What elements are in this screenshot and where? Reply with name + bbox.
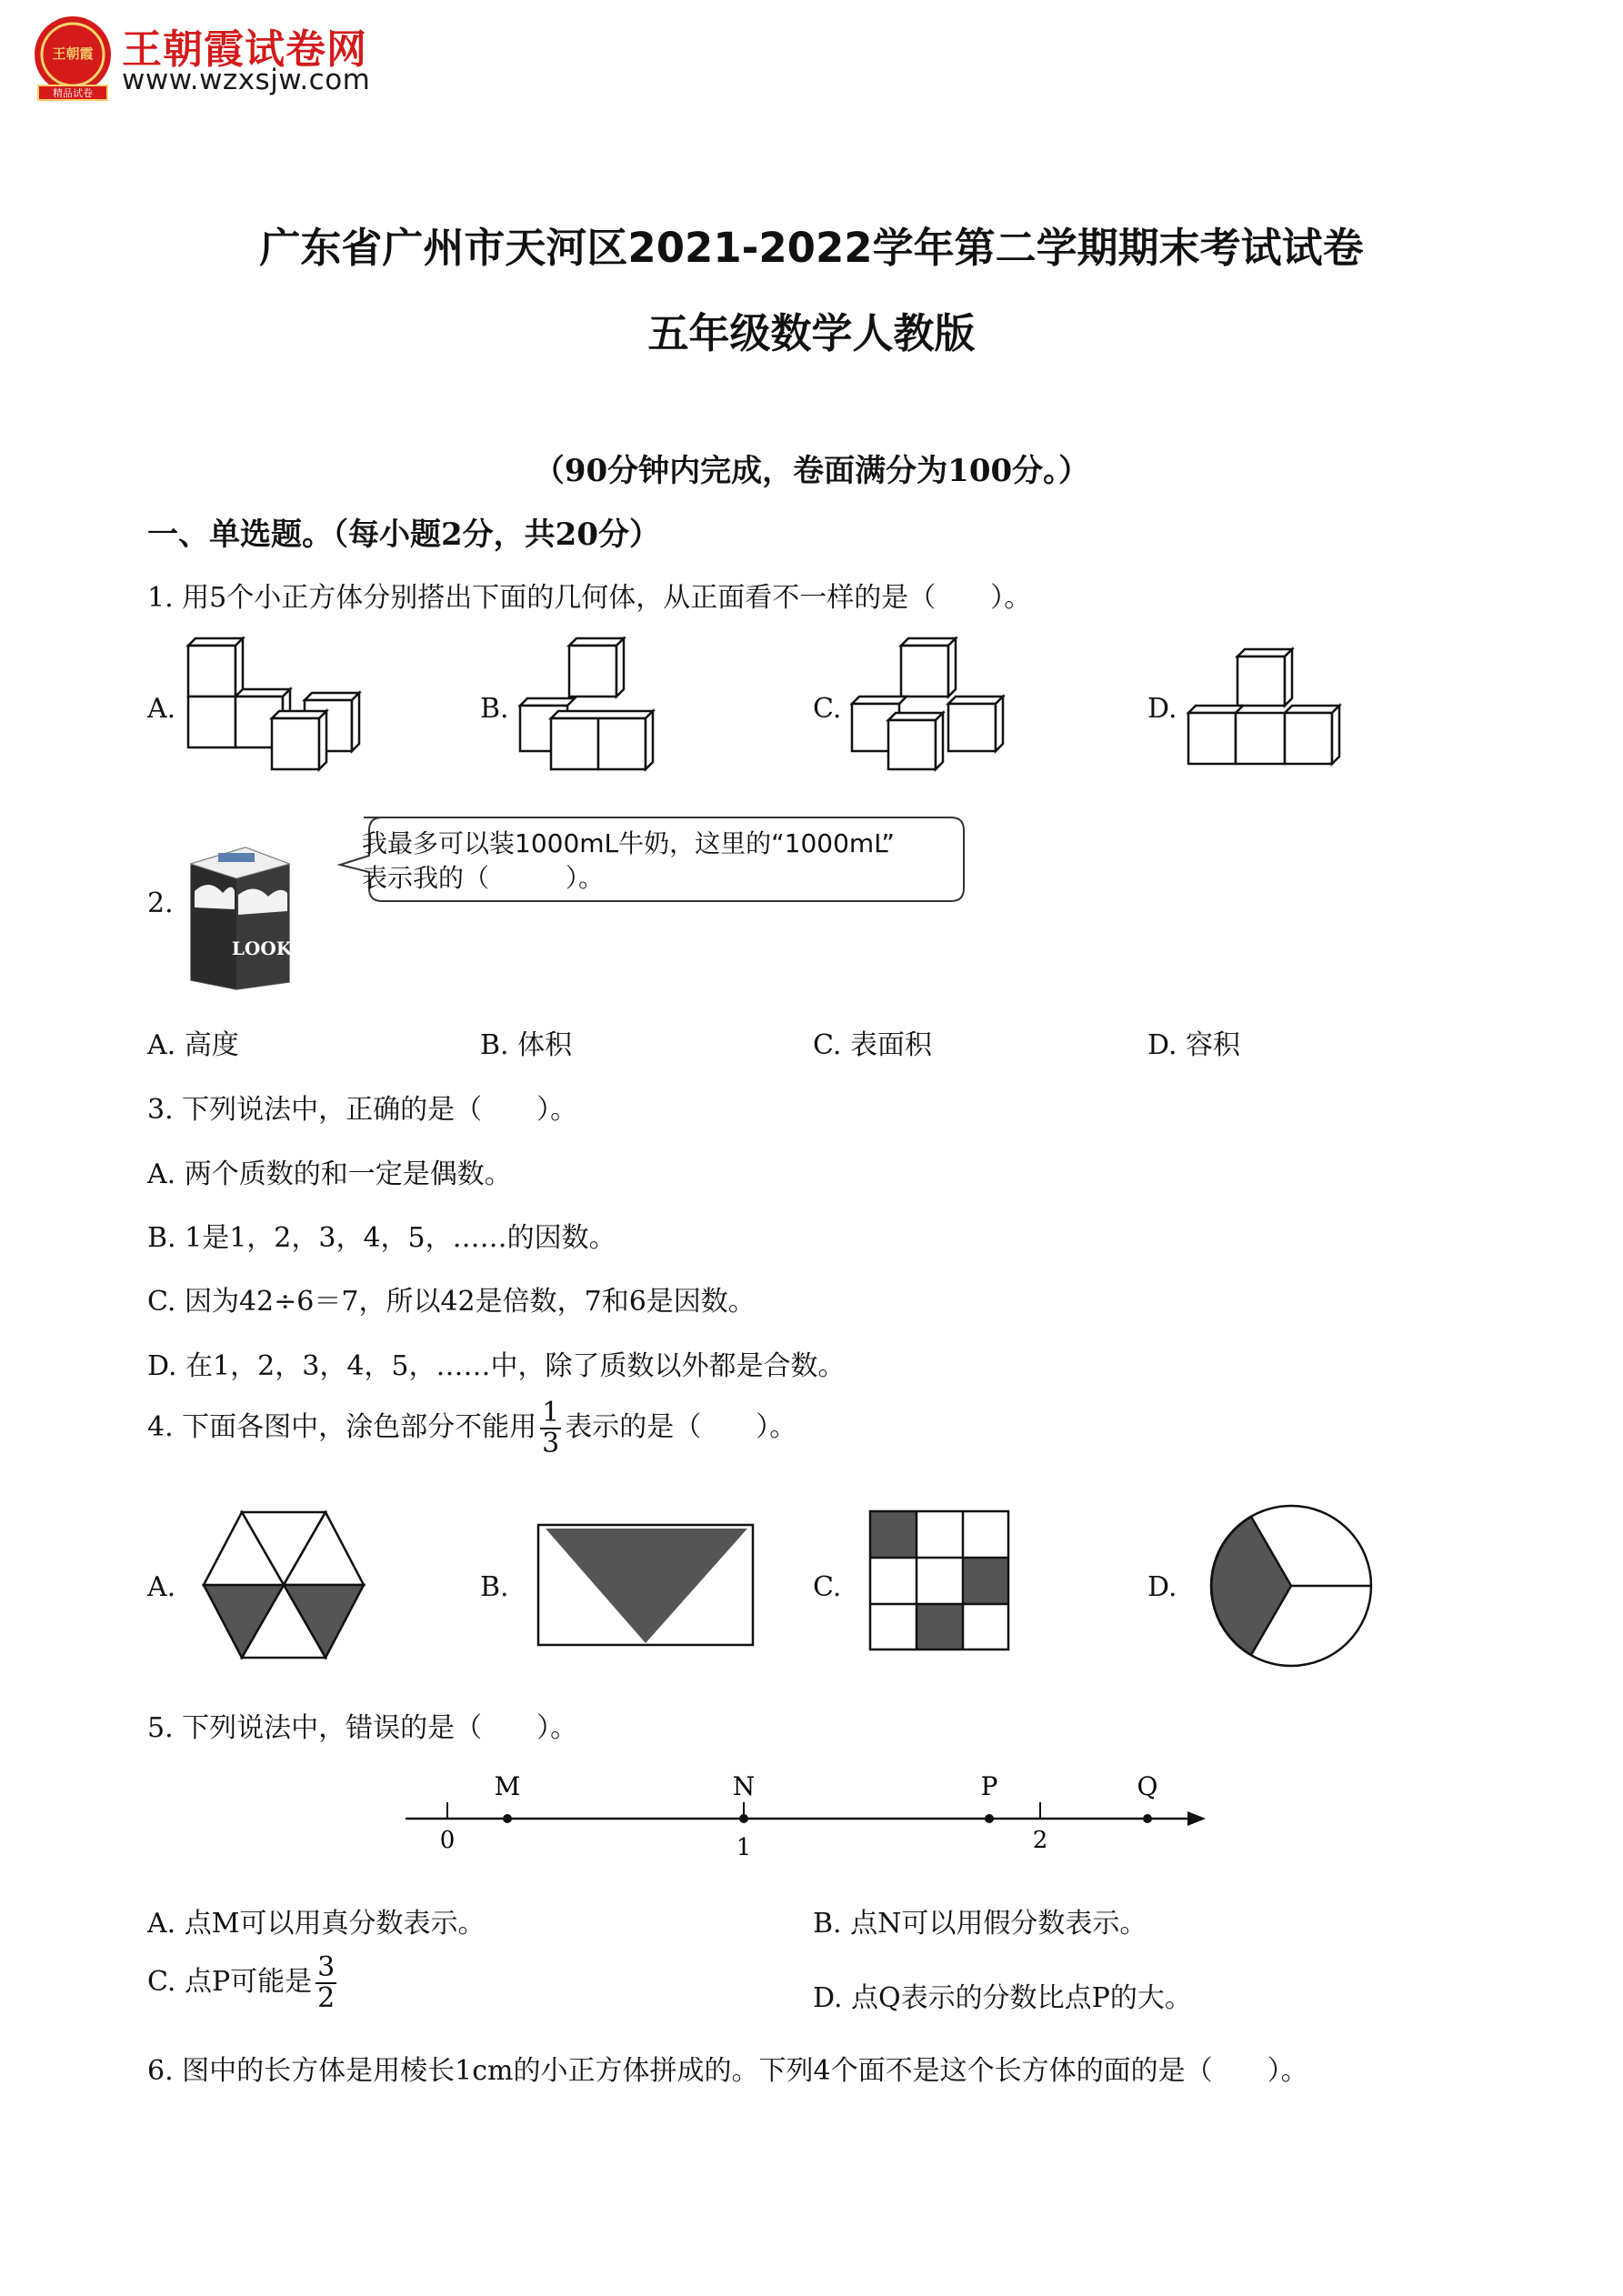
milk-carton-image [182,827,309,991]
q3-option-a: A. 两个质数的和一定是偶数。 [147,1158,512,1190]
q4-figure-a-hexagon [202,1509,366,1660]
q4-frac-num: 1 [542,1397,560,1429]
question-5: 5. 下列说法中，错误的是（ ）。 [147,1712,578,1744]
point-p-label: P [980,1771,998,1801]
q1-figure-c [850,637,1032,782]
q4-frac-den: 3 [542,1428,560,1459]
q4-figure-b-rectangle [536,1523,755,1647]
q5-option-c-fraction [316,1953,336,2013]
q3-option-c: C. 因为42÷6＝7，所以42是倍数，7和6是因数。 [147,1286,756,1318]
question-4 [147,1399,796,1459]
exam-note: （90分钟内完成，卷面满分为100分。） [533,453,1090,489]
q1-figure-b [518,637,700,782]
q4-figure-d-circle [1207,1502,1375,1669]
q1-option-b-label: B. [480,693,509,725]
q4-option-b-label: B. [480,1571,509,1603]
question-3: 3. 下列说法中，正确的是（ ）。 [147,1094,578,1126]
q2-option-c: C. 表面积 [813,1029,932,1061]
q4-option-a-label: A. [147,1571,176,1603]
q5-option-d: D. 点Q表示的分数比点P的大。 [813,1982,1192,2014]
q5-frac-den: 2 [317,1982,336,2014]
logo-url: www.wzxsjw.com [122,64,371,96]
q4-figure-c-grid [868,1509,1010,1651]
logo-title: 王朝霞试卷网 [122,26,367,73]
q1-option-d-label: D. [1147,693,1177,725]
q1-figure-d [1187,646,1368,782]
question-1: 1. 用5个小正方体分别搭出下面的几何体，从正面看不一样的是（ ）。 [147,582,1032,614]
q1-figure-a [186,637,368,782]
point-n-label: N [732,1771,756,1801]
q4-prefix: 4. 下面各图中，涂色部分不能用 [147,1411,537,1443]
tick-label-2: 2 [1032,1827,1048,1854]
q5-option-a: A. 点M可以用真分数表示。 [147,1908,486,1940]
point-q-label: Q [1137,1771,1158,1801]
q4-option-c-label: C. [813,1571,842,1603]
section-heading: 一、单选题。（每小题2分，共20分） [147,516,660,553]
bubble-line-1: 我最多可以装1000mL牛奶，这里的“1000mL” [362,828,895,858]
site-logo [27,13,409,104]
q4-suffix: 表示的是（ ）。 [565,1411,797,1443]
page-title: 广东省广州市天河区2021-2022学年第二学期期末考试试卷 [259,224,1364,272]
tick-label-1: 1 [736,1834,752,1861]
q3-option-d: D. 在1，2，3，4，5，……中，除了质数以外都是合数。 [147,1350,846,1382]
q1-option-a-label: A. [147,693,176,725]
number-line [400,1764,1218,1864]
carton-label: LOOK [231,937,293,959]
bubble-line-2: 表示我的（ ）。 [362,863,605,893]
q4-option-d-label: D. [1147,1571,1177,1603]
q2-option-b: B. 体积 [480,1029,573,1061]
seal-ribbon: 精品试卷 [53,87,93,99]
q5-frac-num: 3 [317,1951,336,1983]
q1-option-c-label: C. [813,693,842,725]
point-m-label: M [494,1771,521,1801]
q5-option-c [147,1953,340,2013]
q5-option-c-text: C. 点P可能是 [147,1966,313,1998]
q4-fraction [540,1399,561,1459]
question-2-number: 2. [147,887,174,919]
question-6: 6. 图中的长方体是用棱长1cm的小正方体拼成的。下列4个面不是这个长方体的面的是（ ）。 [147,2055,1308,2087]
q5-option-b: B. 点N可以用假分数表示。 [813,1908,1147,1940]
page-subtitle: 五年级数学人教版 [647,309,976,357]
q2-option-d: D. 容积 [1147,1029,1241,1061]
seal-text: 王朝霞 [52,45,94,62]
tick-label-0: 0 [439,1827,456,1854]
q3-option-b: B. 1是1，2，3，4，5，……的因数。 [147,1222,616,1254]
q2-option-a: A. 高度 [147,1029,239,1061]
